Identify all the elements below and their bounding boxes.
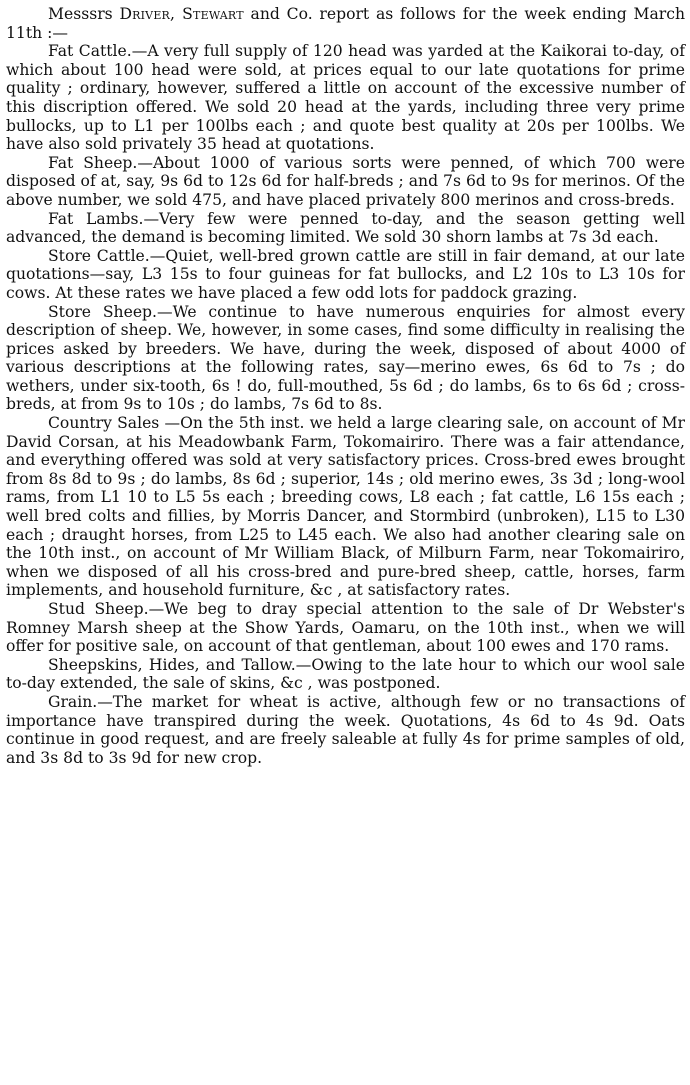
intro-prefix: Messsrs — [48, 5, 120, 23]
section-heading: Stud Sheep. — [48, 600, 149, 618]
section-text: —Owing to the late hour to which our wool sale to-day extended, the sale of skins, &c , was postponed. — [6, 655, 685, 693]
section-text: —On the 5th inst. we held a large clearing sale, on account of Mr David Corsan, at his Meadowbank Farm, Tokomairiro. There was a fair attendance, and everything offered was sold at very satisfactory prices. Cross-bred ewes brought from 8s 8d to 9s ; do lambs, 8s 6d ; superior, 14s ; old merino ewes, 3s 3d ; long-wool rams, from L1 10 to L5 5s each ; breeding cows, L8 each ; fat cattle, L6 15s each ; well bred colts and fillies, by Morris Dancer, and Stormbird (unbroken), L15 to L30 each ; draught horses, from L25 to L45 each. We also had another clearing sale on the 10th inst., on account of Mr William Black, of Milburn Farm, near Tokomairiro, when we disposed of all his cross-bred and pure-bred sheep, cattle, horses, farm implements, and household furniture, &c , at satisfactory rates. — [6, 414, 685, 600]
section-heading: Grain. — [48, 692, 98, 711]
report-intro — [6, 5, 685, 42]
section-heading: Store Cattle. — [48, 246, 150, 265]
paragraph-store-sheep — [6, 303, 685, 415]
paragraph-store-cattle — [6, 247, 685, 303]
section-heading: Fat Lambs. — [48, 209, 144, 228]
section-text: —Quiet, well-bred grown cattle are still in fair demand, at our late quotations—say, L3 15s to four guineas for fat bullocks, and L2 10s to L3 10s for cows. At these rates we have placed a few odd lots for paddock grazing. — [6, 246, 685, 302]
section-text: —Very few were penned to-day, and the season getting well advanced, the demand is becoming limited. We sold 30 shorn lambs at 7s 3d each. — [6, 209, 685, 247]
paragraph-stud-sheep — [6, 600, 685, 656]
section-heading: Sheepskins, Hides, and Tallow. — [48, 655, 296, 674]
section-text: —We beg to dray special attention to the sale of Dr Webster's Romney Marsh sheep at the Show Yards, Oamaru, on the 10th inst., when we will offer for positive sale, on account of that gentleman, about 100 ewes and 170 rams. — [6, 600, 685, 656]
paragraph-fat-lambs — [6, 210, 685, 247]
intro-suffix: and Co. report as follows for the week ending March 11th :— — [6, 5, 685, 42]
section-text: —A very full supply of 120 head was yarded at the Kaikorai to-day, of which about 100 head were sold, at prices equal to our late quotations for prime quality ; ordinary, however, suffered a little on account of the excessive number of this discription offered. We sold 20 head at the yards, including three very prime bullocks, up to L1 per 100lbs each ; and quote best quality at 20s per 100lbs. We have also sold privately 35 head at quotations. — [6, 42, 685, 154]
firm-name: Driver, Stewart — [119, 5, 244, 23]
paragraph-fat-cattle — [6, 42, 685, 154]
section-heading: Fat Cattle. — [48, 42, 132, 61]
section-text: —About 1000 of various sorts were penned, of which 700 were disposed of at, say, 9s 6d to 12s 6d for half-breds ; and 7s 6d to 9s for merinos. Of the above number, we sold 475, and have placed privately 800 merinos and cross-breds. — [6, 153, 685, 209]
section-heading: Country Sales — [48, 414, 160, 433]
paragraph-fat-sheep — [6, 154, 685, 210]
section-text: —We continue to have numerous enquiries for almost every description of sheep. We, however, in some cases, find some difficulty in realising the prices asked by breeders. We have, during the week, disposed of about 4000 of various descriptions at the following rates, say—merino ewes, 6s 6d to 7s ; do wethers, under six-tooth, 6s ! do, full-mouthed, 5s 6d ; do lambs, 6s to 6s 6d ; cross-breds, at from 9s to 10s ; do lambs, 7s 6d to 8s. — [6, 302, 685, 414]
paragraph-country-sales — [6, 414, 685, 600]
paragraph-sheepskins — [6, 656, 685, 693]
paragraph-grain — [6, 693, 685, 767]
section-heading: Store Sheep. — [48, 302, 157, 321]
section-text: —The market for wheat is active, although few or no transactions of importance have transpired during the week. Quotations, 4s 6d to 4s 9d. Oats continue in good request, and are freely saleable at fully 4s for prime samples of old, and 3s 8d to 3s 9d for new crop. — [6, 692, 685, 767]
section-heading: Fat Sheep. — [48, 153, 138, 172]
